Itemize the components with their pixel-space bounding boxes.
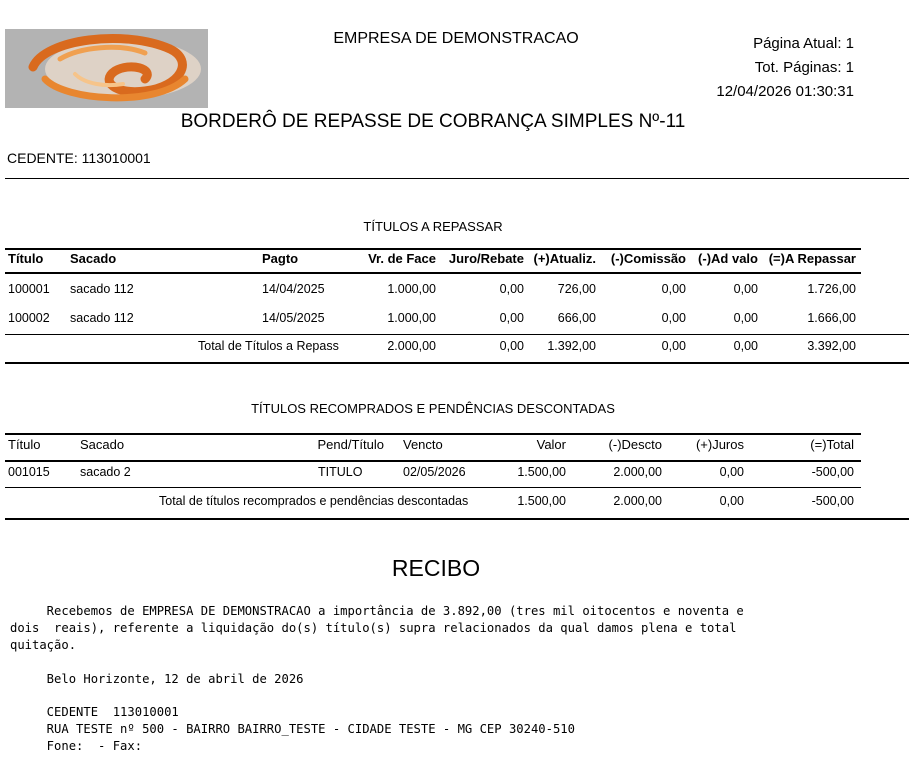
cell-pagto: 14/05/2025 <box>262 311 325 325</box>
cell-comissao: 0,00 <box>661 311 686 325</box>
cell-titulo: 100002 <box>8 311 50 325</box>
cell-vr-face: 1.000,00 <box>387 311 436 325</box>
cell-vencto: 02/05/2026 <box>403 465 466 479</box>
col-titulo: Título <box>8 437 41 452</box>
header-bottom-border <box>5 460 861 462</box>
total-valor: 1.500,00 <box>517 494 566 508</box>
table-top-border <box>5 433 861 435</box>
col-juro: Juro/Rebate <box>448 251 524 266</box>
cell-sacado: sacado 112 <box>70 282 134 296</box>
cell-juro: 0,00 <box>499 282 524 296</box>
col-a-repassar: (=)A Repassar <box>768 251 856 266</box>
cell-a-repassar: 1.666,00 <box>807 311 856 325</box>
total-total: -500,00 <box>811 494 854 508</box>
totals-top-border <box>5 487 861 488</box>
total-pages: Tot. Páginas: 1 <box>754 59 854 76</box>
col-ad-valo: (-)Ad valo <box>698 251 758 266</box>
col-vencto: Vencto <box>403 437 443 452</box>
col-descto: (-)Descto <box>608 437 662 452</box>
cell-sacado: sacado 112 <box>70 311 134 325</box>
print-datetime: 12/04/2026 01:30:31 <box>716 83 854 100</box>
recibo-phone: Fone: - Fax: <box>10 739 143 753</box>
totals-top-border <box>5 334 909 335</box>
cell-total: -500,00 <box>811 465 854 479</box>
cedente-label: CEDENTE: 113010001 <box>7 150 151 166</box>
total-a-repassar: 3.392,00 <box>807 339 856 353</box>
cell-juros: 0,00 <box>719 465 744 479</box>
recibo-address: RUA TESTE nº 500 - BAIRRO BAIRRO_TESTE - CIDADE TESTE - MG CEP 30240-510 <box>10 722 575 736</box>
page-info <box>716 32 854 104</box>
cell-pagto: 14/04/2025 <box>262 282 325 296</box>
cell-valor: 1.500,00 <box>517 465 566 479</box>
total-label: Total de títulos recomprados e pendências descontadas <box>159 494 469 508</box>
company-name: EMPRESA DE DEMONSTRACAO <box>333 30 579 47</box>
divider <box>5 178 909 179</box>
col-juros: (+)Juros <box>695 437 744 452</box>
total-descto: 2.000,00 <box>613 494 662 508</box>
section-end-border <box>5 518 909 520</box>
cell-juro: 0,00 <box>499 311 524 325</box>
recibo-line-2: dois reais), referente a liquidação do(s) título(s) supra relacionados da qual damos plena e total <box>10 621 737 635</box>
recibo-line-3: quitação. <box>10 638 77 652</box>
cell-titulo: 100001 <box>8 282 50 296</box>
total-atualiz: 1.392,00 <box>547 339 596 353</box>
cell-ad-valo: 0,00 <box>733 311 758 325</box>
col-sacado: Sacado <box>70 251 117 266</box>
col-comissao: (-)Comissão <box>610 251 686 266</box>
cell-atualiz: 726,00 <box>557 282 596 296</box>
cell-pend-titulo: TITULO <box>318 465 363 479</box>
cell-vr-face: 1.000,00 <box>387 282 436 296</box>
col-total: (=)Total <box>810 437 854 452</box>
cell-descto: 2.000,00 <box>613 465 662 479</box>
col-valor: Valor <box>536 437 566 452</box>
section-end-border <box>5 362 909 364</box>
cell-sacado: sacado 2 <box>80 465 131 479</box>
total-vr-face: 2.000,00 <box>387 339 436 353</box>
current-page: Página Atual: 1 <box>753 35 854 52</box>
cell-comissao: 0,00 <box>661 282 686 296</box>
total-label: Total de Títulos a Repass <box>198 339 339 353</box>
recibo-title: RECIBO <box>391 555 481 581</box>
total-juros: 0,00 <box>719 494 744 508</box>
section-title-repassar: TÍTULOS A REPASSAR <box>363 219 503 234</box>
col-titulo: Título <box>8 251 44 266</box>
table-top-border <box>5 248 861 250</box>
col-sacado: Sacado <box>80 437 125 452</box>
recibo-cedente: CEDENTE 113010001 <box>10 705 179 719</box>
recibo-line-1: Recebemos de EMPRESA DE DEMONSTRACAO a importância de 3.892,00 (tres mil oitocentos e noventa e <box>10 604 744 618</box>
recibo-place-date: Belo Horizonte, 12 de abril de 2026 <box>10 672 304 686</box>
col-vr-face: Vr. de Face <box>368 251 436 266</box>
cell-a-repassar: 1.726,00 <box>807 282 856 296</box>
cell-titulo: 001015 <box>8 465 50 479</box>
header-bottom-border <box>5 272 861 274</box>
col-atualiz: (+)Atualiz. <box>533 251 596 266</box>
col-pagto: Pagto <box>262 251 299 266</box>
total-comissao: 0,00 <box>661 339 686 353</box>
section-title-recomprados: TÍTULOS RECOMPRADOS E PENDÊNCIAS DESCONTADAS <box>251 401 615 416</box>
cell-ad-valo: 0,00 <box>733 282 758 296</box>
cell-atualiz: 666,00 <box>557 311 596 325</box>
col-pend-titulo: Pend/Título <box>317 437 384 452</box>
report-title: BORDERÔ DE REPASSE DE COBRANÇA SIMPLES Nº-11 <box>180 111 686 132</box>
total-juro: 0,00 <box>499 339 524 353</box>
total-ad-valo: 0,00 <box>733 339 758 353</box>
